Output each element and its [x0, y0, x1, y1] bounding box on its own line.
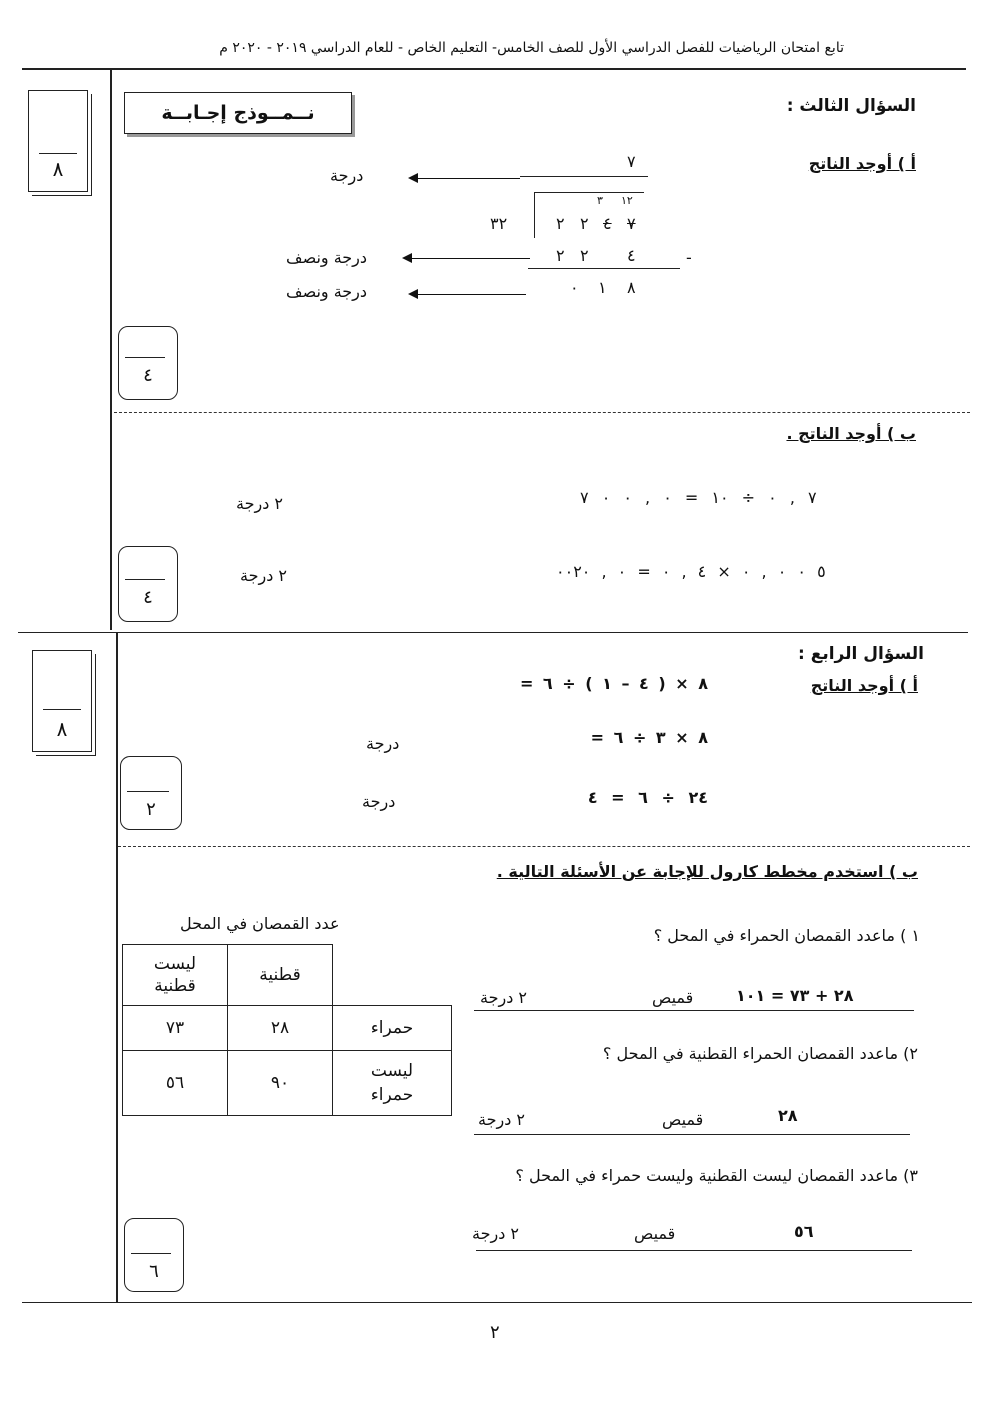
table-title: عدد القمصان في المحل	[180, 914, 340, 933]
q4a-line-2: ٨ × ٣ ÷ ٦ =	[590, 728, 708, 747]
answer-2: ٢٨	[778, 1106, 798, 1125]
question-3: ٣) ماعدد القمصان ليست القطنية وليست حمراء في المحل ؟	[515, 1166, 918, 1185]
q4-title: السؤال الرابع :	[798, 644, 924, 664]
q4a-line-2-grade: درجة	[366, 734, 400, 753]
answer-model-title: نــمــوذج إجـابــة	[124, 92, 352, 134]
grade-arrow-2	[404, 258, 530, 259]
q4a-score-box: ٢	[120, 756, 182, 830]
answer-line	[476, 1250, 912, 1251]
answer-line	[474, 1010, 914, 1011]
q3a-score-box: ٤	[118, 326, 178, 400]
carroll-diagram	[122, 944, 452, 1116]
equation-2-grade: ٢ درجة	[240, 566, 287, 585]
q3b-score-box: ٤	[118, 546, 178, 622]
q4a-line-3: ٢٤ ÷ ٦ = ٤	[587, 788, 708, 807]
sub-digit: ٢	[556, 246, 565, 265]
grade-arrow-1	[410, 178, 520, 179]
equation-1: ٧ , ٠ ÷ ١٠ = ٠ , ٠ ٠ ٧	[580, 488, 817, 507]
row-header: حمراء	[333, 1006, 452, 1051]
section-divider	[118, 846, 970, 847]
remainder-digit: ١	[598, 278, 607, 297]
question-2: ٢) ماعدد القمصان الحمراء القطنية في المحل ؟	[602, 1044, 918, 1063]
margin-line	[110, 70, 112, 630]
answer-1: ٢٨ + ٧٣ = ١٠١	[736, 986, 854, 1005]
footer-rule	[22, 1302, 972, 1303]
grade-label-3: درجة ونصف	[286, 282, 368, 301]
answer-3-unit: قميص	[634, 1224, 676, 1243]
col-header: قطنية	[228, 945, 333, 1006]
grade-label-2: درجة ونصف	[286, 248, 368, 267]
section-divider	[114, 412, 970, 413]
equation-2: ٥ ٠ ٠ , ٠ × ٤ , ٠ = ٠ , ٠٠٢٠	[556, 562, 826, 581]
quotient-digit: ٧	[627, 152, 636, 171]
equation-1-grade: ٢ درجة	[236, 494, 283, 513]
q4a-line-3-grade: درجة	[362, 792, 396, 811]
dividend-digit: ٤	[603, 214, 612, 233]
grade-label-1: درجة	[330, 166, 364, 185]
division-bracket	[534, 192, 535, 238]
q4a-line-1: ٨ × ( ٤ – ١ ) ÷ ٦ =	[519, 674, 708, 693]
answer-3: ٥٦	[794, 1222, 814, 1241]
dividend-digit: ٢	[556, 214, 565, 233]
q4a-label: أ ) أوجد الناتج	[810, 676, 918, 695]
q4b-label: ب ) استخدم مخطط كارول للإجابة عن الأسئلة التالية .	[496, 862, 918, 881]
cell: ٧٣	[123, 1006, 228, 1051]
remainder-digit: ٠	[570, 278, 579, 297]
cell: ٥٦	[123, 1050, 228, 1115]
minus-sign: -	[686, 248, 692, 267]
dividend-digit: ٢	[580, 214, 589, 233]
subtraction-line	[528, 268, 680, 269]
borrow-digit: ١٢	[621, 194, 633, 207]
q3a-label: أ ) أوجد الناتج	[808, 154, 916, 173]
corner-cell	[333, 945, 452, 1006]
answer-1-grade: ٢ درجة	[480, 988, 527, 1007]
cell: ٢٨	[228, 1006, 333, 1051]
sub-digit: ٤	[627, 246, 636, 265]
division-bracket-top	[534, 192, 644, 193]
cell: ٩٠	[228, 1050, 333, 1115]
answer-2-unit: قميص	[662, 1110, 704, 1129]
answer-1-unit: قميص	[652, 988, 694, 1007]
q4b-score-box: ٦	[124, 1218, 184, 1292]
grade-arrow-3	[410, 294, 526, 295]
answer-line	[474, 1134, 910, 1135]
margin-line-lower	[116, 632, 118, 1302]
question-divider	[18, 632, 968, 633]
borrow-digit: ٣	[597, 194, 603, 207]
q4-score-box: ٨	[32, 650, 92, 752]
header-rule	[22, 68, 966, 70]
answer-3-grade: ٢ درجة	[472, 1224, 519, 1243]
row-header: ليست حمراء	[333, 1050, 452, 1115]
question-1: ١ ) ماعدد القمصان الحمراء في المحل ؟	[653, 926, 920, 945]
remainder-digit: ٨	[627, 278, 636, 297]
answer-2-grade: ٢ درجة	[478, 1110, 525, 1129]
dividend-digit: ٧	[627, 214, 636, 233]
quotient-line	[520, 176, 648, 177]
page-number: ٢	[490, 1322, 500, 1343]
q3b-label: ب ) أوجد الناتج .	[786, 424, 916, 443]
page-header: تابع امتحان الرياضيات للفصل الدراسي الأول للصف الخامس- التعليم الخاص - للعام الدراسي ٢٠١٩ - ٢٠٢٠ م	[219, 40, 844, 56]
q3-score-box: ٨	[28, 90, 88, 192]
q3-title: السؤال الثالث :	[786, 96, 916, 116]
col-header: ليست قطنية	[123, 945, 228, 1006]
sub-digit: ٢	[580, 246, 589, 265]
divisor: ٣٢	[490, 214, 508, 233]
